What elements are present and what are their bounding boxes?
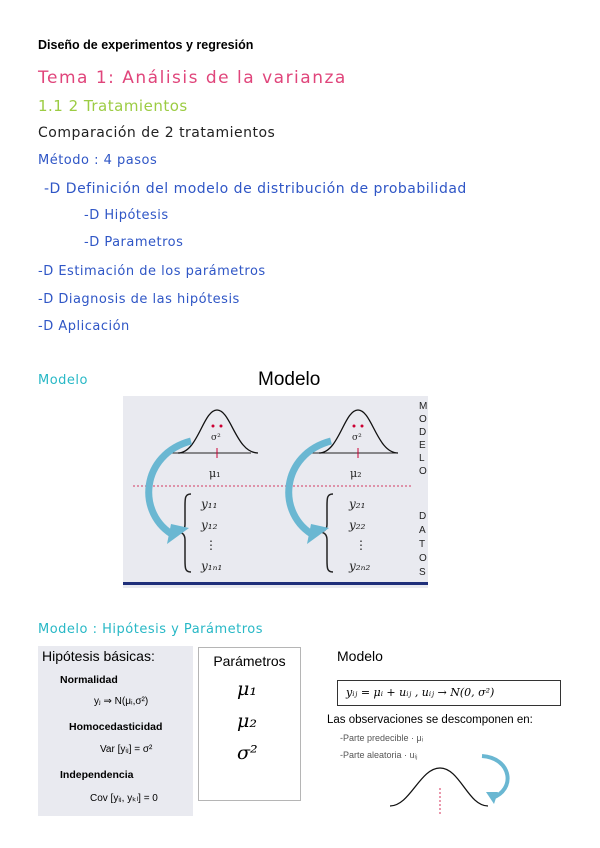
side-l: L <box>419 453 425 464</box>
modelo-hipotesis-label: Modelo : Hipótesis y Parámetros <box>38 622 264 637</box>
bullet-estimacion: -D Estimación de los parámetros <box>38 264 266 279</box>
param-mu2: μ₂ <box>237 710 257 732</box>
homocedasticidad-heading: Homocedasticidad <box>69 721 163 733</box>
side-s: S <box>419 567 426 578</box>
bullet-diagnosis: -D Diagnosis de las hipótesis <box>38 292 240 307</box>
modelo-label: Modelo <box>38 373 88 388</box>
data2-y22: y₂₂ <box>349 518 366 532</box>
metodo-line: Método : 4 pasos <box>38 153 158 168</box>
dot <box>361 425 364 428</box>
bullet-aplicacion: -D Aplicación <box>38 319 130 334</box>
side-m: M <box>419 401 428 412</box>
dot <box>212 425 215 428</box>
bullet-hipotesis: -D Hipótesis <box>84 208 169 223</box>
observaciones-text: Las observaciones se descomponen en: <box>327 714 533 726</box>
side-e: E <box>419 440 426 451</box>
data2-y21: y₂₁ <box>349 497 366 511</box>
figure-title: Modelo <box>258 369 321 390</box>
mu1-label: μ₁ <box>209 467 221 480</box>
hipotesis-title: Hipótesis básicas: <box>42 648 155 664</box>
data1-y1n: y₁ₙ₁ <box>201 559 223 573</box>
hipotesis-panel <box>38 646 193 816</box>
sigma-label-2: σ² <box>352 433 362 443</box>
modelo-title: Modelo <box>337 648 383 664</box>
data1-dots: ⋮ <box>205 538 217 552</box>
param-sigma2: σ² <box>237 742 258 764</box>
parte-aleatoria: -Parte aleatoria · uᵢⱼ <box>340 750 418 760</box>
independencia-heading: Independencia <box>60 769 134 781</box>
tema-heading: Tema 1: Análisis de la varianza <box>38 68 347 88</box>
arrow-3 <box>482 756 508 798</box>
bullet-parametros: -D Parametros <box>84 235 184 250</box>
brace-2 <box>321 494 333 572</box>
model-equation: yᵢⱼ = μᵢ + uᵢⱼ , uᵢⱼ → N(0, σ²) <box>337 680 561 706</box>
side-t: T <box>419 539 426 550</box>
normalidad-heading: Normalidad <box>60 674 118 686</box>
data2-dots: ⋮ <box>355 538 367 552</box>
sigma-label-1: σ² <box>211 433 221 443</box>
parametros-title: Parámetros <box>213 653 286 669</box>
param-mu1: μ₁ <box>237 678 257 700</box>
bell-curve-1 <box>178 410 258 453</box>
side-o2: O <box>419 466 427 477</box>
side-d: D <box>419 427 427 438</box>
figure-drawing <box>123 396 428 588</box>
side-a: A <box>419 525 426 536</box>
comparacion-line: Comparación de 2 tratamientos <box>38 125 276 141</box>
bullet-definicion: -D Definición del modelo de distribución de probabilidad <box>44 181 467 197</box>
modelo-figure <box>118 364 436 592</box>
side-d2: D <box>419 511 427 522</box>
data2-y2n: y₂ₙ₂ <box>349 559 371 573</box>
figure-panel <box>123 396 428 588</box>
side-o3: O <box>419 553 427 564</box>
bell-curve-2 <box>319 410 398 453</box>
subtema-heading: 1.1 2 Tratamientos <box>38 97 188 115</box>
mu2-label: μ₂ <box>350 467 362 480</box>
dot <box>220 425 223 428</box>
parte-predecible: -Parte predecible · μᵢ <box>340 733 424 743</box>
homocedasticidad-eq: Var [yᵢⱼ] = σ² <box>100 744 153 755</box>
small-normal-curve <box>380 752 530 820</box>
bell-curve-small <box>390 768 488 806</box>
independencia-eq: Cov [yᵢⱼ, yₖₗ] = 0 <box>90 793 158 804</box>
normalidad-eq: yⱼ ⇒ N(μᵢ,σ²) <box>94 696 149 707</box>
document-title: Diseño de experimentos y regresión <box>38 38 254 52</box>
data1-y12: y₁₂ <box>201 518 218 532</box>
arrow-2 <box>289 441 331 536</box>
dot <box>353 425 356 428</box>
data1-y11: y₁₁ <box>201 497 218 511</box>
bottom-bar <box>123 582 428 585</box>
side-o: O <box>419 414 427 425</box>
parametros-box <box>198 647 301 801</box>
